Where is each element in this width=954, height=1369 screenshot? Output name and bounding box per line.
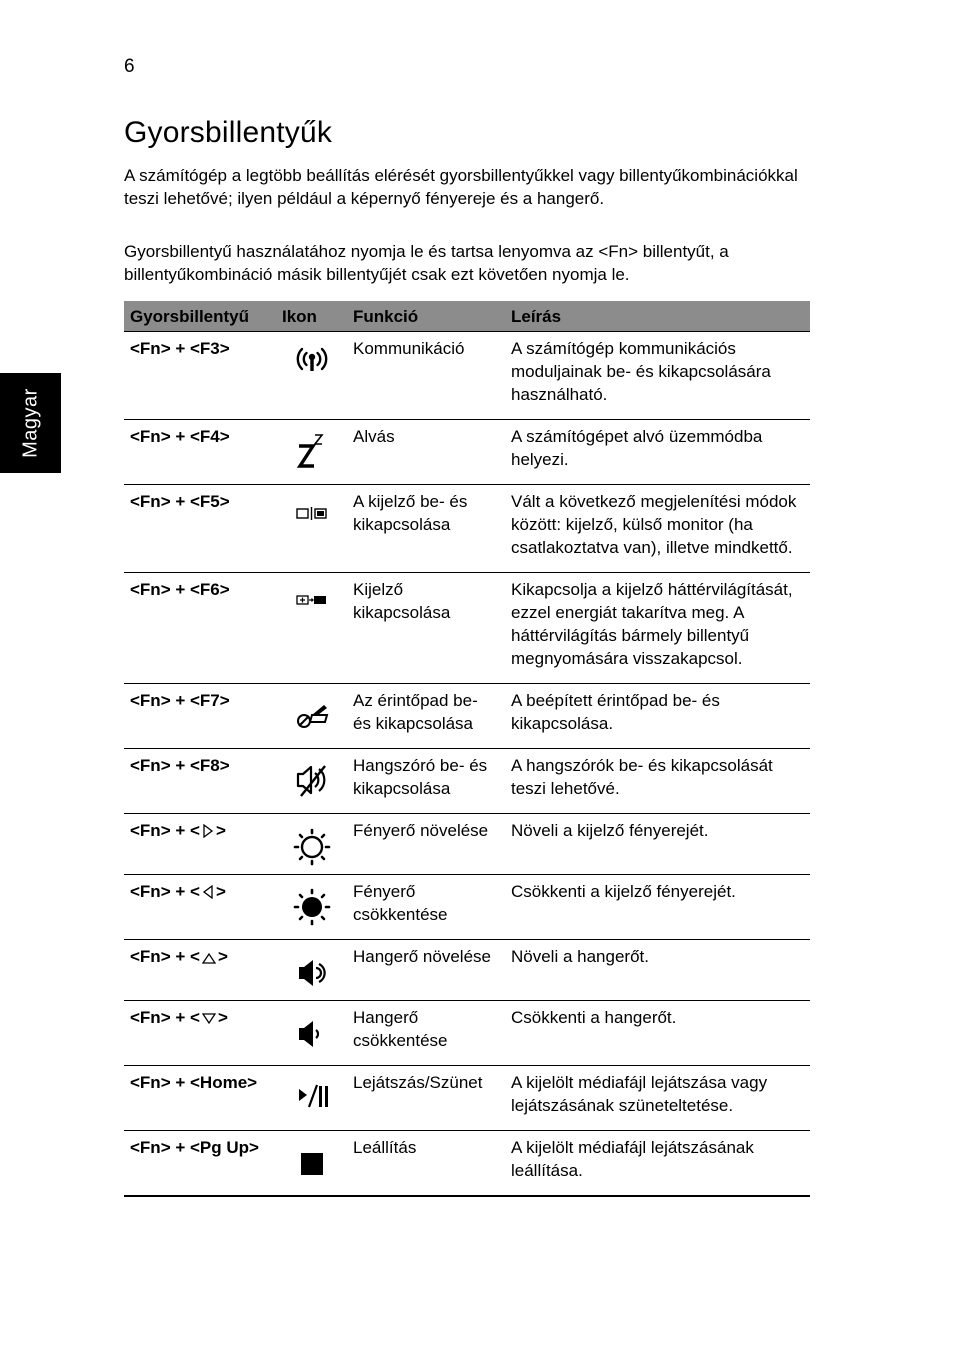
hotkey-cell: <Fn> + < > — [124, 1001, 276, 1066]
description-cell: A számítógépet alvó üzemmódba helyezi. — [505, 420, 810, 485]
table-row — [124, 684, 810, 749]
table-row — [124, 1131, 810, 1197]
brightness-up-icon — [282, 818, 342, 868]
arrow-up-icon — [202, 952, 216, 964]
table-row — [124, 814, 810, 875]
hotkey-cell: <Fn> + <F8> — [124, 749, 276, 814]
arrow-left-icon — [202, 885, 214, 899]
arrow-right-icon — [202, 824, 214, 838]
page-number: 6 — [124, 56, 135, 77]
language-side-tab-label: Magyar — [19, 388, 41, 458]
description-cell: A hangszórók be- és kikapcsolását teszi lehetővé. — [505, 749, 810, 814]
function-cell: Leállítás — [347, 1131, 505, 1197]
table-row — [124, 573, 810, 684]
table-row — [124, 485, 810, 573]
table-row — [124, 1066, 810, 1131]
hotkey-cell: <Fn> + <Pg Up> — [124, 1131, 276, 1197]
hotkey-cell: <Fn> + <F6> — [124, 573, 276, 684]
volume-down-icon — [282, 1005, 342, 1055]
volume-up-icon — [282, 944, 342, 994]
hotkey-cell: <Fn> + < > — [124, 875, 276, 940]
hotkey-cell: <Fn> + < > — [124, 940, 276, 1001]
function-cell: Az érintőpad be- és kikapcsolása — [347, 684, 505, 749]
hotkey-cell: <Fn> + < > — [124, 814, 276, 875]
display-toggle-icon — [282, 489, 342, 539]
header-function: Funkció — [347, 301, 505, 332]
description-cell: Növeli a kijelző fényerejét. — [505, 814, 810, 875]
table-row — [124, 332, 810, 420]
table-row — [124, 1001, 810, 1066]
description-cell: A beépített érintőpad be- és kikapcsolása. — [505, 684, 810, 749]
intro-paragraph-1: A számítógép a legtöbb beállítás elérését gyorsbillentyűkkel vagy billentyűkombinációkkal teszi lehetővé; ilyen például a képernyő fényereje és a hangerő. — [124, 166, 798, 208]
description-cell: Növeli a hangerőt. — [505, 940, 810, 1001]
function-cell: Hangszóró be- és kikapcsolása — [347, 749, 505, 814]
language-side-tab — [0, 373, 61, 473]
wireless-icon — [282, 336, 342, 386]
table-header-row — [124, 301, 810, 332]
function-cell: Fényerő csökkentése — [347, 875, 505, 940]
intro-paragraph-2: Gyorsbillentyű használatához nyomja le és tartsa lenyomva az <Fn> billentyűt, a billentyűkombináció másik billentyűjét csak ezt követően nyomja le. — [124, 242, 729, 284]
function-cell: A kijelző be- és kikapcsolása — [347, 485, 505, 573]
function-cell: Kommunikáció — [347, 332, 505, 420]
header-description: Leírás — [505, 301, 810, 332]
hotkey-cell: <Fn> + <F7> — [124, 684, 276, 749]
description-cell: Csökkenti a hangerőt. — [505, 1001, 810, 1066]
description-cell: A kijelölt médiafájl lejátszása vagy lejátszásának szüneteltetése. — [505, 1066, 810, 1131]
play-pause-icon — [282, 1070, 342, 1120]
display-off-icon — [282, 577, 342, 627]
function-cell: Lejátszás/Szünet — [347, 1066, 505, 1131]
brightness-down-icon — [282, 879, 342, 929]
page-title: Gyorsbillentyűk — [124, 116, 333, 149]
description-cell: A kijelölt médiafájl lejátszásának leállítása. — [505, 1131, 810, 1197]
hotkey-cell: <Fn> + <F5> — [124, 485, 276, 573]
hotkey-cell: <Fn> + <F4> — [124, 420, 276, 485]
description-cell: Kikapcsolja a kijelző háttérvilágítását, ezzel energiát takarítva meg. A háttérvilágítás bármely billentyű megnyomására visszakapcsol. — [505, 573, 810, 684]
table-row — [124, 940, 810, 1001]
hotkey-table — [124, 301, 810, 1197]
stop-icon — [282, 1135, 342, 1185]
hotkey-cell: <Fn> + <Home> — [124, 1066, 276, 1131]
function-cell: Hangerő csökkentése — [347, 1001, 505, 1066]
function-cell: Hangerő növelése — [347, 940, 505, 1001]
description-cell: Vált a következő megjelenítési módok között: kijelző, külső monitor (ha csatlakoztatva van), illetve mindkettő. — [505, 485, 810, 573]
header-icon: Ikon — [276, 301, 347, 332]
function-cell: Fényerő növelése — [347, 814, 505, 875]
table-row — [124, 875, 810, 940]
description-cell: A számítógép kommunikációs moduljainak be- és kikapcsolására használható. — [505, 332, 810, 420]
sleep-icon — [282, 424, 342, 474]
hotkey-cell: <Fn> + <F3> — [124, 332, 276, 420]
description-cell: Csökkenti a kijelző fényerejét. — [505, 875, 810, 940]
touchpad-toggle-icon — [282, 688, 342, 738]
function-cell: Alvás — [347, 420, 505, 485]
function-cell: Kijelző kikapcsolása — [347, 573, 505, 684]
header-hotkey: Gyorsbillentyű — [124, 301, 276, 332]
arrow-down-icon — [202, 1013, 216, 1025]
table-row — [124, 420, 810, 485]
table-row — [124, 749, 810, 814]
speaker-toggle-icon — [282, 753, 342, 803]
